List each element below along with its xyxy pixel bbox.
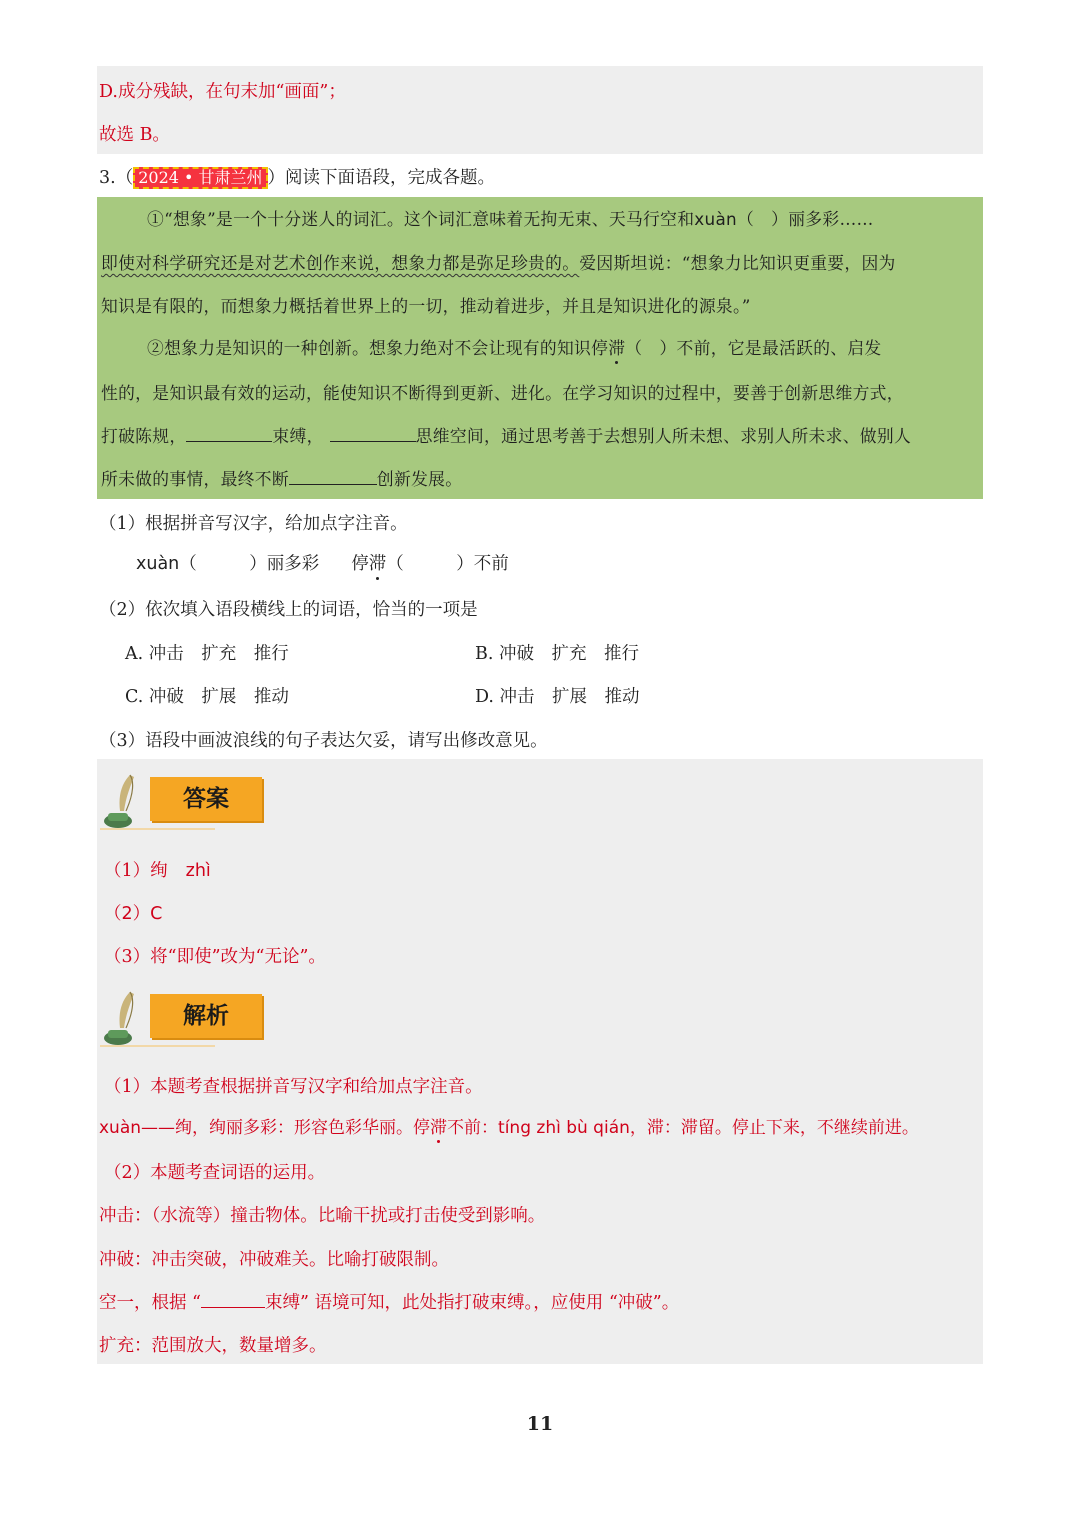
quill-ink-icon [100,771,148,831]
page-number: 11 [526,1413,554,1435]
source-tag: 2024 • 甘肃兰州 [133,167,267,189]
analysis-4: 冲击：（水流等）撞击物体。比喻干扰或打击使受到影响。 [99,1206,546,1226]
passage-line-1: ①“想象”是一个十分迷人的词汇。这个词汇意味着无拘无束、天马行空和xuàn（ ）丽多彩…… [147,209,874,229]
analysis-badge: 解析 [150,994,262,1038]
sub-question-1: （1）根据拼音写汉字，给加点字注音。 [99,514,408,534]
answer-badge: 答案 [150,777,262,821]
blank-example [201,1293,265,1308]
question-number: 3.（ [99,168,134,188]
analysis-6: 空一，根据 “ 束缚” 语境可知，此处指打破束缚。，应使用 “冲破”。 [99,1293,680,1313]
wavy-underlined-sentence: 即使对科学研究还是对艺术创作来说，想象力都是弥足珍贵的。 [101,253,580,273]
sub-question-1-items: xuàn（ ）丽多彩 停滞（ ）不前 [136,550,509,575]
dotted-char: 滞 [608,335,625,359]
passage-line-3: 知识是有限的，而想象力概括着世界上的一切，推动着进步，并且是知识进化的源泉。” [101,296,751,316]
passage-line-2: 即使对科学研究还是对艺术创作来说，想象力都是弥足珍贵的。爱因斯坦说：“想象力比知识更重要，因为 [101,253,896,273]
option-a: A. 冲击 扩充 推行 [125,644,289,664]
answer-analysis-box [97,759,983,1364]
question-prompt: ）阅读下面语段，完成各题。 [267,168,496,188]
blank-3 [289,470,377,485]
analysis-5: 冲破：冲击突破，冲破难关。比喻打破限制。 [99,1250,449,1270]
passage-line-5: 性的，是知识最有效的运动，能使知识不断得到更新、进化。在学习知识的过程中，要善于创新思维方式， [101,383,904,403]
answer-2: （2）C [104,904,163,924]
analysis-7: 扩充：范围放大，数量增多。 [99,1336,327,1356]
analysis-2: xuàn——绚，绚丽多彩：形容色彩华丽。停滞不前：tíng zhì bù qián，滞：滞留。停止下来，不继续前进。 [99,1113,919,1138]
answer-1: （1）绚 zhì [104,861,211,881]
option-d-explanation: D.成分残缺，在句末加“画面”； [99,82,346,102]
passage-line-7: 所未做的事情，最终不断 创新发展。 [101,469,463,489]
quill-ink-icon [100,988,148,1048]
analysis-3: （2）本题考查词语的运用。 [104,1163,326,1183]
sub-question-2: （2）依次填入语段横线上的词语，恰当的一项是 [99,600,478,620]
option-c: C. 冲破 扩展 推动 [125,687,289,707]
badge-underline [100,1045,215,1047]
passage-line-4: ②想象力是知识的一种创新。想象力绝对不会让现有的知识停滞（ ）不前，它是最活跃的、启发 [147,335,882,359]
option-b: B. 冲破 扩充 推行 [475,644,639,664]
previous-answer-choice: 故选 B。 [99,125,170,145]
analysis-1: （1）本题考查根据拼音写汉字和给加点字注音。 [104,1077,483,1097]
dotted-char: 滞 [369,550,387,575]
badge-underline [100,828,215,830]
option-d: D. 冲击 扩展 推动 [475,687,640,707]
question-heading [99,164,495,189]
passage-line-6: 打破陈规， 束缚， 思维空间，通过思考善于去想别人所未想、求别人所未求、做别人 [101,426,912,446]
sub-question-3: （3）语段中画波浪线的句子表达欠妥，请写出修改意见。 [99,731,548,751]
blank-2 [330,427,416,442]
answer-3: （3）将“即使”改为“无论”。 [104,947,326,967]
blank-1 [186,427,272,442]
